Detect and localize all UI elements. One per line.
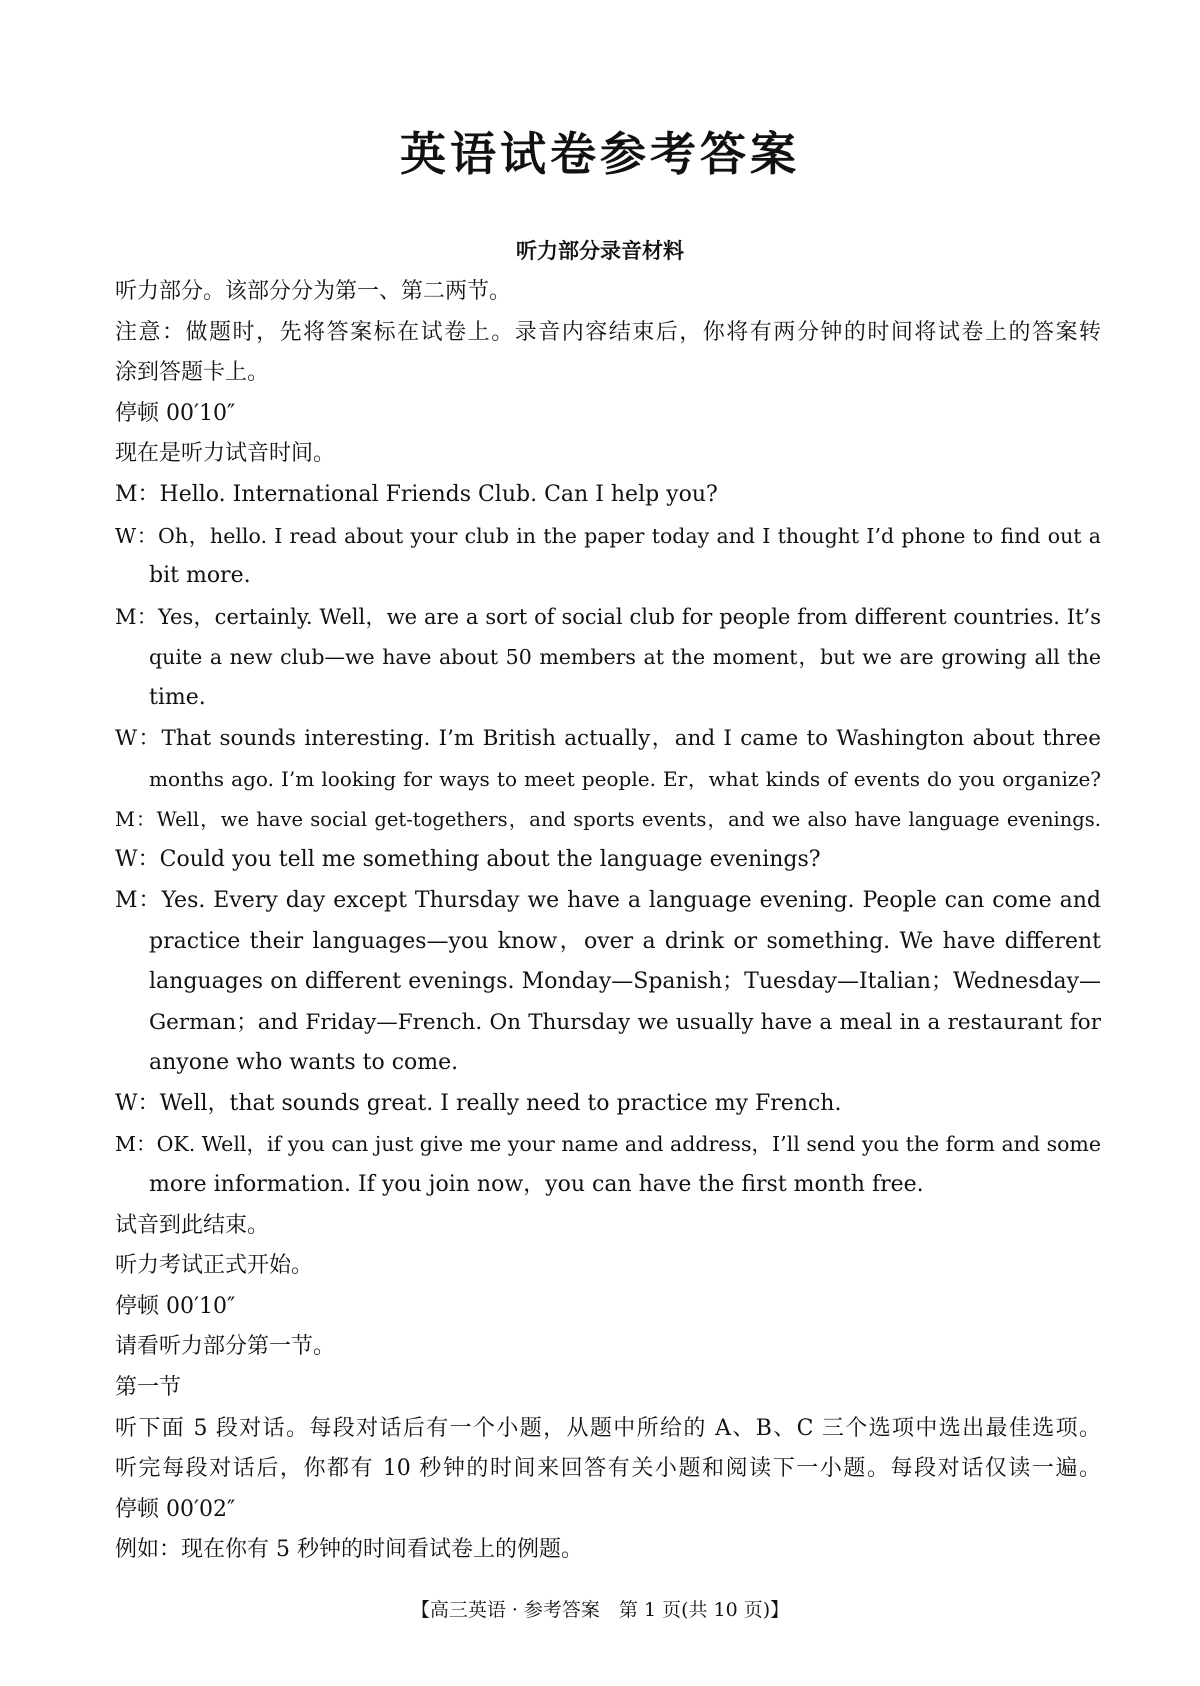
- text-line: 注意：做题时，先将答案标在试卷上。录音内容结束后，你将有两分钟的时间将试卷上的答案转: [115, 319, 1101, 345]
- dialogue-line: anyone who wants to come.: [149, 1050, 459, 1076]
- dialogue-line: German；and Friday—French. On Thursday we usually have a meal in a restaurant for: [149, 1009, 1101, 1035]
- dialogue-line: time.: [149, 684, 206, 710]
- dialogue-line: W：That sounds interesting. I’m British actually，and I came to Washington about three: [115, 725, 1101, 751]
- dialogue-line: languages on different evenings. Monday—Spanish；Tuesday—Italian；Wednesday—: [149, 969, 1101, 995]
- dialogue-line: M：Yes. Every day except Thursday we have a language evening. People can come and: [115, 887, 1101, 913]
- text-line: 涂到答题卡上。: [115, 360, 270, 386]
- transcript-body: [115, 272, 1101, 1571]
- dialogue-line: more information. If you join now，you can have the first month free.: [149, 1172, 924, 1198]
- text-line: 听完每段对话后，你都有 10 秒钟的时间来回答有关小题和阅读下一小题。每段对话仅读一遍。: [115, 1456, 1101, 1482]
- page-footer: 【高三英语 · 参考答案 第 1 页(共 10 页)】: [410, 1599, 790, 1621]
- section-heading: 第一节: [115, 1375, 182, 1401]
- text-line: 听力考试正式开始。: [115, 1253, 314, 1279]
- text-line: 停顿 00′02″: [115, 1496, 236, 1522]
- dialogue-line: quite a new club—we have about 50 members at the moment，but we are growing all the: [149, 645, 1101, 670]
- dialogue-line: months ago. I’m looking for ways to meet people. Er，what kinds of events do you organize?: [149, 767, 1101, 792]
- dialogue-line: M：Yes，certainly. Well，we are a sort of social club for people from different countries. It’s: [115, 604, 1101, 629]
- text-line: 试音到此结束。: [115, 1212, 270, 1238]
- dialogue-line: practice their languages—you know，over a drink or something. We have different: [149, 928, 1101, 954]
- dialogue-line: W：Well，that sounds great. I really need to practice my French.: [115, 1090, 842, 1116]
- page-title: 英语试卷参考答案: [400, 127, 800, 181]
- dialogue-line: M：Hello. International Friends Club. Can I help you?: [115, 481, 718, 507]
- dialogue-line: bit more.: [149, 563, 251, 589]
- dialogue-line: W：Could you tell me something about the language evenings?: [115, 847, 821, 873]
- dialogue-line: M：Well，we have social get-togethers，and sports events，and we also have language evenings.: [115, 807, 1101, 831]
- dialogue-line: W：Oh，hello. I read about your club in the paper today and I thought I’d phone to find out a: [115, 523, 1101, 548]
- text-line: 听下面 5 段对话。每段对话后有一个小题，从题中所给的 A、B、C 三个选项中选出最佳选项。: [115, 1415, 1101, 1441]
- text-line: 例如：现在你有 5 秒钟的时间看试卷上的例题。: [115, 1537, 583, 1563]
- dialogue-line: M：OK. Well，if you can just give me your name and address，I’ll send you the form and some: [115, 1132, 1101, 1157]
- section-subtitle: 听力部分录音材料: [516, 239, 684, 263]
- text-line: 现在是听力试音时间。: [115, 441, 336, 467]
- text-line: 停顿 00′10″: [115, 400, 236, 426]
- text-line: 请看听力部分第一节。: [115, 1334, 336, 1360]
- text-line: 听力部分。该部分分为第一、第二两节。: [115, 279, 512, 304]
- text-line: 停顿 00′10″: [115, 1293, 236, 1319]
